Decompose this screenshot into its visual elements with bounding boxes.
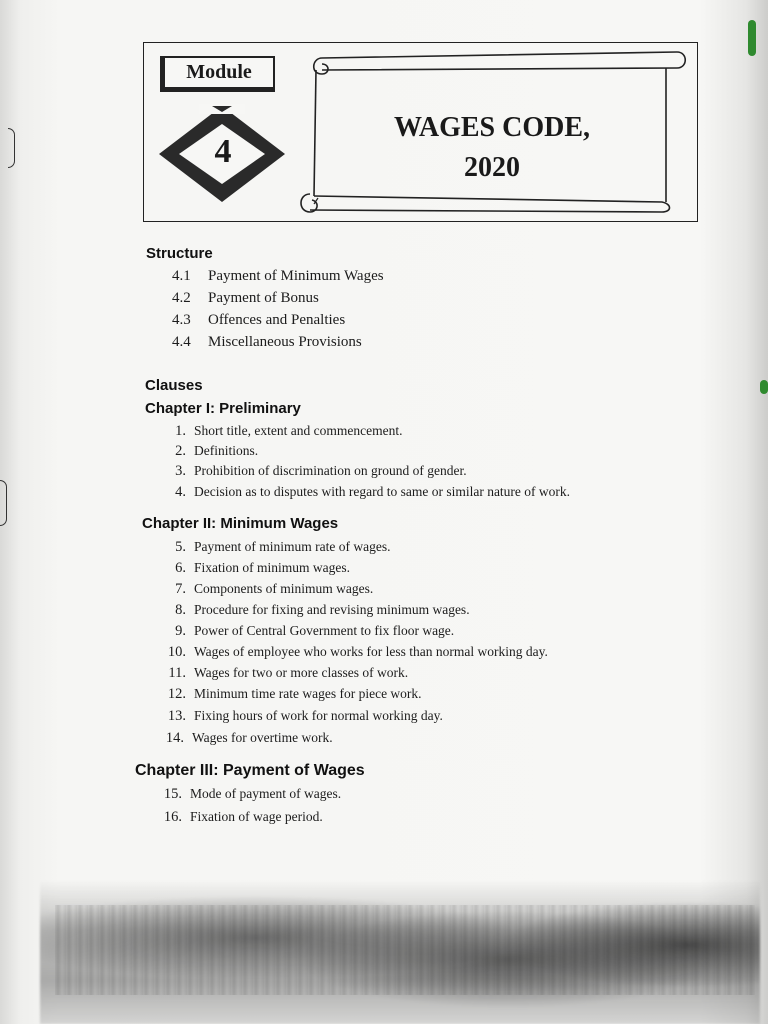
clause-item bbox=[164, 644, 548, 661]
binder-hole-mark bbox=[8, 128, 15, 168]
clause-item bbox=[166, 463, 467, 480]
clause-item bbox=[164, 686, 422, 703]
clause-item bbox=[166, 560, 350, 577]
clause-number: 3. bbox=[175, 463, 186, 479]
clause-number: 4. bbox=[175, 484, 186, 500]
clause-text: Minimum time rate wages for piece work. bbox=[194, 686, 422, 701]
structure-item bbox=[172, 312, 345, 329]
title-line-2: 2020 bbox=[464, 152, 520, 183]
binder-hole-mark bbox=[0, 480, 7, 526]
clause-text: Power of Central Government to fix floor wage. bbox=[194, 623, 455, 638]
structure-item-number: 4.1 bbox=[172, 268, 191, 284]
chapter-1-heading: Chapter I: Preliminary bbox=[145, 400, 301, 417]
clause-text: Decision as to disputes with regard to same or similar nature of work. bbox=[194, 484, 571, 499]
clause-number: 11. bbox=[168, 665, 186, 681]
clause-item bbox=[164, 708, 443, 725]
structure-item bbox=[172, 268, 384, 285]
clause-number: 15. bbox=[163, 786, 182, 802]
chapter-2-heading: Chapter II: Minimum Wages bbox=[142, 515, 339, 532]
green-edge-mark bbox=[748, 20, 756, 56]
clause-text: Prohibition of discrimination on ground of gender. bbox=[194, 463, 467, 478]
clause-text: Components of minimum wages. bbox=[194, 581, 374, 596]
clause-item bbox=[162, 730, 333, 747]
structure-heading: Structure bbox=[146, 245, 213, 262]
clause-text: Payment of minimum rate of wages. bbox=[194, 539, 391, 554]
structure-item-text: Payment of Minimum Wages bbox=[208, 268, 384, 284]
clause-number: 6. bbox=[175, 560, 186, 576]
clause-item bbox=[166, 423, 402, 440]
page-edge-shadow bbox=[746, 0, 768, 1024]
structure-item-number: 4.4 bbox=[172, 334, 191, 350]
clauses-heading: Clauses bbox=[145, 377, 203, 394]
clause-number: 13. bbox=[167, 708, 186, 724]
structure-item-number: 4.3 bbox=[172, 312, 191, 328]
clause-item bbox=[166, 623, 454, 640]
clause-text: Fixing hours of work for normal working day. bbox=[194, 708, 443, 723]
module-title bbox=[322, 108, 662, 188]
green-edge-mark bbox=[760, 380, 768, 394]
clause-text: Short title, extent and commencement. bbox=[194, 423, 403, 438]
clause-number: 16. bbox=[163, 809, 182, 825]
clause-item bbox=[164, 665, 408, 682]
clause-text: Fixation of wage period. bbox=[190, 809, 323, 824]
clause-number: 9. bbox=[175, 623, 186, 639]
clause-number: 7. bbox=[175, 581, 186, 597]
clause-text: Fixation of minimum wages. bbox=[194, 560, 350, 575]
clause-number: 10. bbox=[167, 644, 186, 660]
structure-item bbox=[172, 334, 362, 351]
clause-number: 1. bbox=[175, 423, 186, 439]
clause-number: 12. bbox=[167, 686, 186, 702]
clause-number: 8. bbox=[175, 602, 186, 618]
clause-text: Wages of employee who works for less than normal working day. bbox=[194, 644, 548, 659]
clause-item bbox=[160, 786, 341, 803]
structure-item-text: Payment of Bonus bbox=[208, 290, 319, 306]
clause-number: 14. bbox=[165, 730, 184, 746]
clause-item bbox=[160, 809, 323, 826]
structure-item-text: Miscellaneous Provisions bbox=[208, 334, 362, 350]
clause-item bbox=[166, 539, 390, 556]
scan-texture bbox=[55, 905, 755, 995]
clause-item bbox=[166, 484, 570, 501]
structure-item-number: 4.2 bbox=[172, 290, 191, 306]
clause-number: 5. bbox=[175, 539, 186, 555]
chapter-3-heading: Chapter III: Payment of Wages bbox=[135, 762, 365, 779]
clause-text: Wages for overtime work. bbox=[192, 730, 333, 745]
module-label: Module bbox=[160, 56, 275, 92]
clause-text: Wages for two or more classes of work. bbox=[194, 665, 409, 680]
structure-item-text: Offences and Penalties bbox=[208, 312, 346, 328]
clause-text: Definitions. bbox=[194, 443, 259, 458]
structure-item bbox=[172, 290, 319, 307]
module-number: 4 bbox=[214, 133, 232, 170]
clause-item bbox=[166, 581, 373, 598]
clause-number: 2. bbox=[175, 443, 186, 459]
clause-text: Procedure for fixing and revising minimum wages. bbox=[194, 602, 470, 617]
title-line-1: WAGES CODE, bbox=[393, 112, 591, 143]
clause-text: Mode of payment of wages. bbox=[190, 786, 342, 801]
clause-item bbox=[166, 443, 258, 460]
clause-item bbox=[166, 602, 470, 619]
